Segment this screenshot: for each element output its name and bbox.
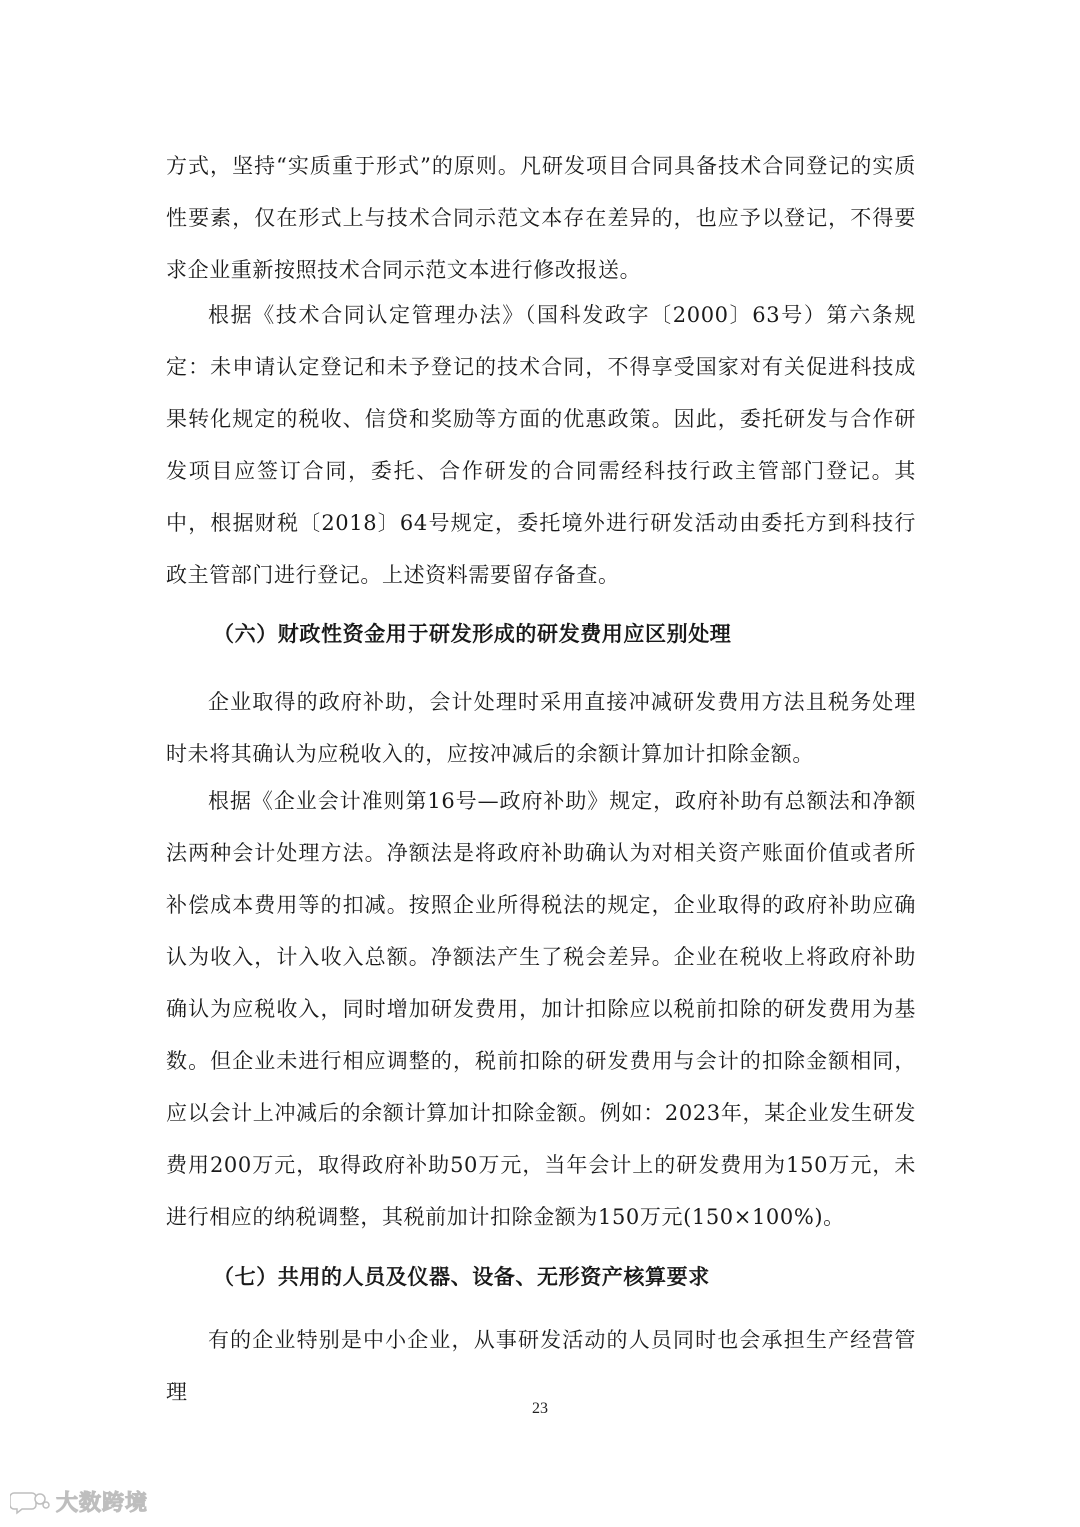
section-heading-6: （六）财政性资金用于研发形成的研发费用应区别处理 (213, 621, 732, 646)
section-heading-7: （七）共用的人员及仪器、设备、无形资产核算要求 (213, 1264, 710, 1289)
paragraph-shared-personnel: 有的企业特别是中小企业，从事研发活动的人员同时也会承担生产经营管理 (166, 1328, 916, 1404)
watermark-text: 大数跨境 (56, 1491, 149, 1516)
paragraph-contract-management-rules: 根据《技术合同认定管理办法》（国科发政字〔2000〕63号）第六条规定：未申请认定登记和未予登记的技术合同，不得享受国家对有关促进科技成果转化规定的税收、信贷和奖励等方面的优惠政策。因此，委托研发与合作研发项目应签订合同，委托、合作研发的合同需经科技行政主管部门登记。其中，根据财税〔2018〕64号规定，委托境外进行研发活动由委托方到科技行政主管部门进行登记。上述资料需要留存备查。 (166, 303, 916, 587)
watermark (10, 1486, 148, 1517)
paragraph-government-subsidy: 企业取得的政府补助，会计处理时采用直接冲减研发费用方法且税务处理时未将其确认为应税收入的，应按冲减后的余额计算加计扣除金额。 (166, 690, 916, 766)
paragraph-accounting-standard-16: 根据《企业会计准则第16号—政府补助》规定，政府补助有总额法和净额法两种会计处理方法。净额法是将政府补助确认为对相关资产账面价值或者所补偿成本费用等的扣减。按照企业所得税法的规定，企业取得的政府补助应确认为收入，计入收入总额。净额法产生了税会差异。企业在税收上将政府补助确认为应税收入，同时增加研发费用，加计扣除应以税前扣除的研发费用为基数。但企业未进行相应调整的，税前扣除的研发费用与会计的扣除金额相同，应以会计上冲减后的余额计算加计扣除金额。例如：2023年，某企业发生研发费用200万元，取得政府补助50万元，当年会计上的研发费用为150万元，未进行相应的纳税调整，其税前加计扣除金额为150万元(150×100%)。 (166, 789, 916, 1229)
paragraph-contract-registration-continued: 方式，坚持“实质重于形式”的原则。凡研发项目合同具备技术合同登记的实质性要素，仅在形式上与技术合同示范文本存在差异的，也应予以登记，不得要求企业重新按照技术合同示范文本进行修改报送。 (166, 154, 916, 282)
chat-bubble-logo-icon (10, 1489, 50, 1515)
page-number: 23 (532, 1400, 548, 1417)
